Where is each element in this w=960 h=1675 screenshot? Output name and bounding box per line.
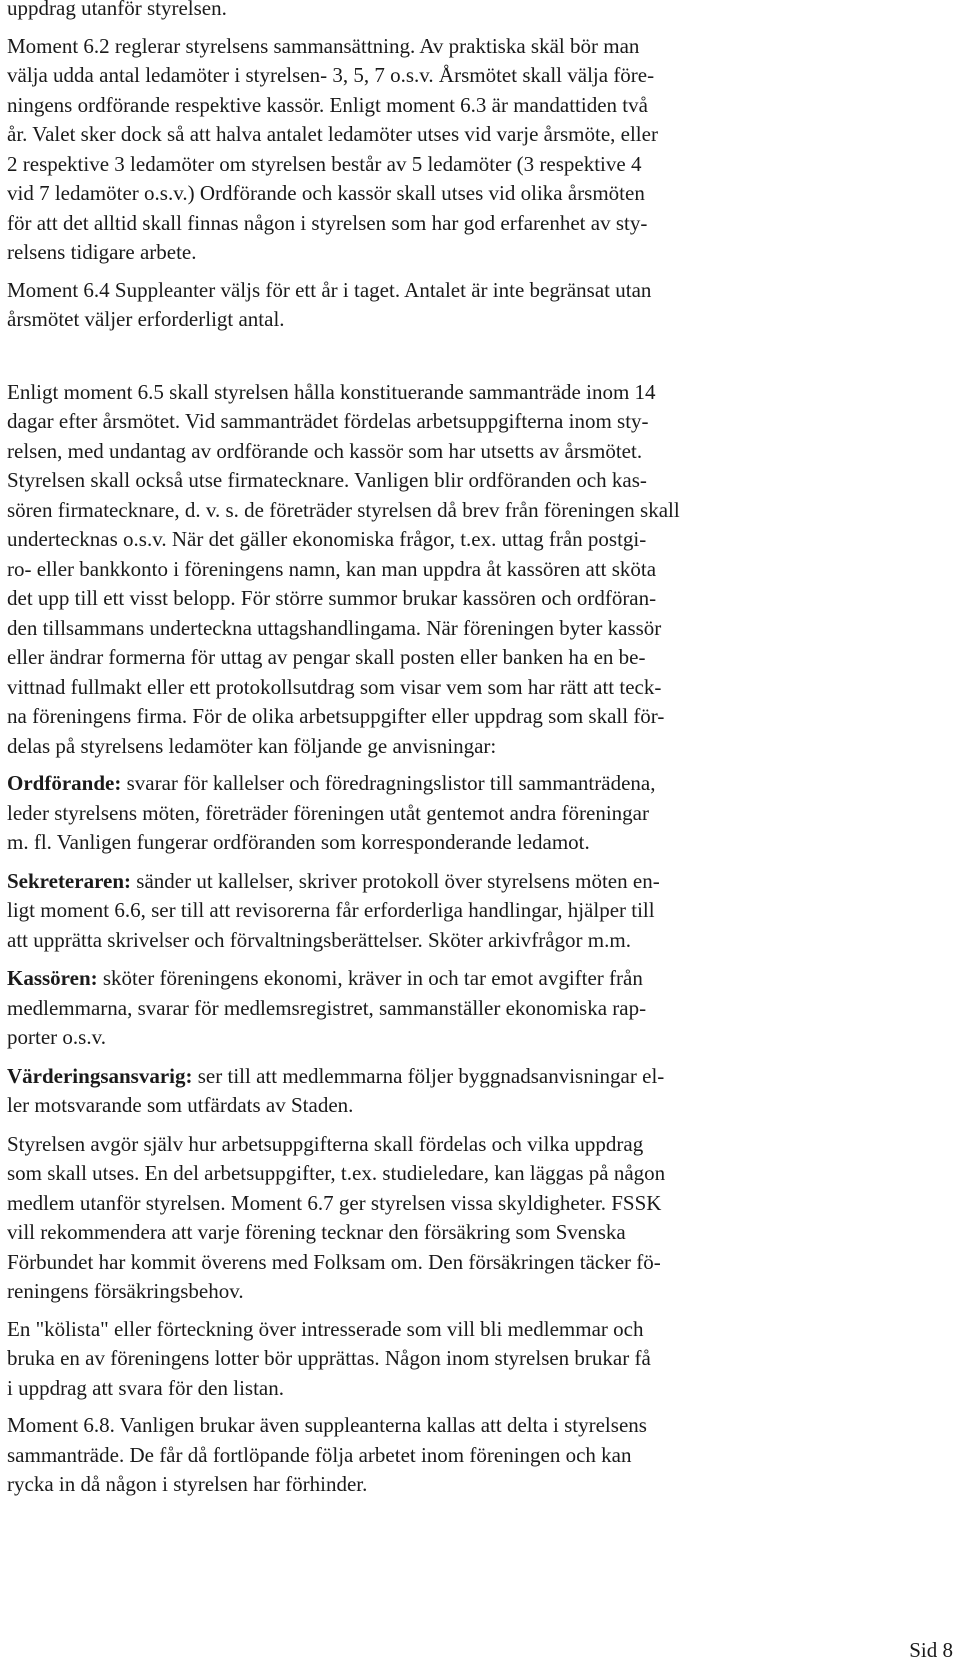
text-line: na föreningens firma. För de olika arbetsuppgifter eller uppdrag som skall för- — [7, 704, 665, 728]
role-first-line — [7, 867, 837, 897]
paragraph-p0 — [7, 0, 837, 24]
text-line: årsmötet väljer erforderligt antal. — [7, 307, 285, 331]
document-page — [7, 0, 837, 1508]
page-number: Sid 8 — [909, 1638, 953, 1662]
role-term: Värderingsansvarig: — [7, 1063, 193, 1088]
text-line: ligt moment 6.6, ser till att revisorerna får erforderliga handlingar, hjälper till — [7, 898, 655, 922]
role-kassoren — [7, 964, 837, 1053]
roles-section — [7, 769, 837, 1121]
role-first-line — [7, 964, 837, 994]
text-line: bruka en av föreningens lotter bör upprättas. Någon inom styrelsen brukar få — [7, 1346, 651, 1370]
paragraph-c1 — [7, 1130, 837, 1307]
text-line: Enligt moment 6.5 skall styrelsen hålla konstituerande sammanträde inom 14 — [7, 379, 656, 404]
text-line: för att det alltid skall finnas någon i styrelsen som har god erfarenhet av sty- — [7, 210, 648, 235]
text-line: reningens försäkringsbehov. — [7, 1279, 244, 1303]
text-line: Moment 6.8. Vanligen brukar även suppleanterna kallas att delta i styrelsens — [7, 1413, 647, 1437]
text-line: den tillsammans underteckna uttagshandlingama. När föreningen byter kassör — [7, 615, 662, 640]
text-line: medlemmarna, svarar för medlemsregistret, sammanställer ekonomiska rap- — [7, 995, 647, 1020]
role-term: Ordförande: — [7, 771, 122, 795]
closing-section — [7, 1130, 837, 1500]
text-line: relsens tidigare arbete. — [7, 240, 197, 264]
text-line: sören firmatecknare, d. v. s. de företräder styrelsen då brev från föreningen skall — [7, 497, 680, 522]
text-line: vittnad fullmakt eller ett protokollsutdrag som visar vem som har rätt att teck- — [7, 674, 662, 699]
role-description-start: sköter föreningens ekonomi, kräver in och tar emot avgifter från — [97, 966, 643, 990]
text-line: Förbundet har kommit överens med Folksam om. Den försäkringen täcker fö- — [7, 1249, 661, 1274]
text-line: m. fl. Vanligen fungerar ordföranden som korresponderande ledamot. — [7, 830, 590, 854]
text-line: porter o.s.v. — [7, 1025, 106, 1049]
paragraph-p2 — [7, 276, 837, 335]
text-line: i uppdrag att svara för den listan. — [7, 1375, 284, 1400]
paragraph-c2 — [7, 1315, 837, 1404]
text-line: Styrelsen skall också utse firmatecknare. Vanligen blir ordföranden och kas- — [7, 468, 647, 492]
role-sekreteraren — [7, 867, 837, 956]
text-line: leder styrelsens möten, företräder föreningen utåt gentemot andra föreningar — [7, 800, 649, 825]
text-line: Moment 6.4 Suppleanter väljs för ett år i taget. Antalet är inte begränsat utan — [7, 277, 652, 302]
role-first-line — [7, 1062, 837, 1092]
text-line: uppdrag utanför styrelsen. — [7, 0, 227, 20]
text-line: En "kölista" eller förteckning över intresserade som vill bli medlemmar och — [7, 1316, 644, 1341]
text-line: att upprätta skrivelser och förvaltningsberättelser. Sköter arkivfrågor m.m. — [7, 927, 631, 952]
text-line: sammanträde. De får då fortlöpande följa arbetet inom föreningen och kan — [7, 1442, 632, 1467]
text-line: delas på styrelsens ledamöter kan följande ge anvisningar: — [7, 733, 497, 758]
text-line: ningens ordförande respektive kassör. Enligt moment 6.3 är mandattiden två — [7, 92, 648, 117]
text-line: Moment 6.2 reglerar styrelsens sammansättning. Av praktiska skäl bör man — [7, 33, 640, 58]
text-line: ro- eller bankkonto i föreningens namn, kan man uppdra åt kassören att sköta — [7, 556, 657, 581]
intro-section — [7, 0, 837, 761]
role-ordforande — [7, 769, 837, 858]
paragraph-c3 — [7, 1411, 837, 1500]
role-description-start: sänder ut kallelser, skriver protokoll över styrelsens möten en- — [131, 868, 660, 893]
text-line: dagar efter årsmötet. Vid sammanträdet fördelas arbetsuppgifterna inom sty- — [7, 409, 649, 433]
role-term: Sekreteraren: — [7, 868, 132, 893]
role-varderingsansvarig — [7, 1062, 837, 1121]
role-description-start: ser till att medlemmarna följer byggnadsanvisningar el- — [192, 1063, 665, 1088]
text-line: år. Valet sker dock så att halva antalet ledamöter utses vid varje årsmöte, eller — [7, 122, 658, 146]
text-line: vill rekommendera att varje förening tecknar den försäkring som Svenska — [7, 1220, 626, 1244]
text-line: Styrelsen avgör själv hur arbetsuppgifterna skall fördelas och vilka uppdrag — [7, 1131, 644, 1156]
text-line: det upp till ett visst belopp. För större summor brukar kassören och ordföran- — [7, 586, 657, 610]
text-line: vid 7 ledamöter o.s.v.) Ordförande och kassör skall utses vid olika årsmöten — [7, 181, 645, 205]
paragraph-p3 — [7, 378, 837, 762]
text-line: relsen, med undantag av ordförande och kassör som har utsetts av årsmötet. — [7, 438, 643, 463]
text-line: rycka in då någon i styrelsen har förhinder. — [7, 1472, 368, 1496]
role-first-line — [7, 769, 837, 799]
text-line: ler motsvarande som utfärdats av Staden. — [7, 1093, 354, 1117]
paragraph-p1 — [7, 32, 837, 268]
text-line: eller ändrar formerna för uttag av pengar skall posten eller banken ha en be- — [7, 645, 646, 669]
role-description-start: svarar för kallelser och föredragningslistor till sammanträdena, — [121, 771, 656, 795]
text-line: medlem utanför styrelsen. Moment 6.7 ger styrelsen vissa skyldigheter. FSSK — [7, 1190, 662, 1215]
text-line: välja udda antal ledamöter i styrelsen- 3, 5, 7 o.s.v. Årsmötet skall välja före- — [7, 63, 655, 87]
text-line: 2 respektive 3 ledamöter om styrelsen består av 5 ledamöter (3 respektive 4 — [7, 151, 642, 176]
text-line: som skall utses. En del arbetsuppgifter, t.ex. studieledare, kan läggas på någon — [7, 1161, 666, 1185]
role-term: Kassören: — [7, 966, 98, 990]
text-line: undertecknas o.s.v. När det gäller ekonomiska frågor, t.ex. uttag från postgi- — [7, 527, 647, 551]
